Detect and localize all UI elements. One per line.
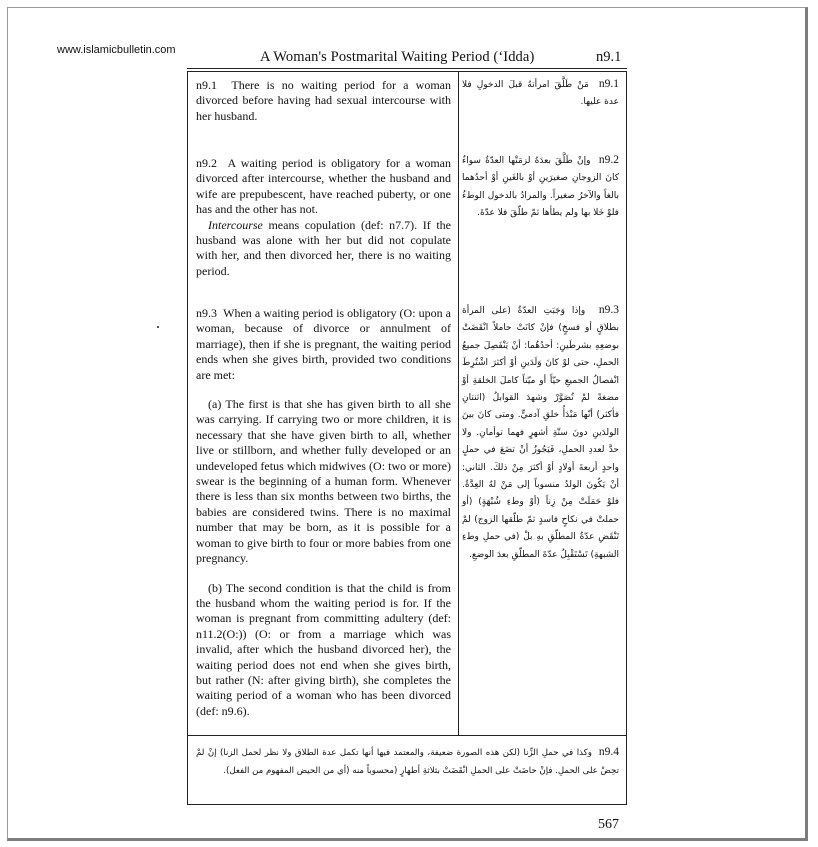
arabic-text: وإذا وَجَبَتِ العدّةُ (على المرأة بطلاقٍ أو فسخٍ) فإنْ كانَتْ حاملاً انْقَضَتْ بوضعِهِ بشرطَينِ: أحدُهُما: أنْ يَنْفَصِلَ جميعُ الحملِ، حتى لوْ كانَ وَلَدَينِ أوْ أكثرَ اشْتُرِطَ انْفصالُ الجميعِ حيّاً أو ميّتاً كاملَ الخلقةِ أوْ مضغةً لمْ تُصَوَّرْ وشهدَ القوابلُ (اثنتانِ فأكثر) أنّها مَبْدَأُ خلقِ آدميٍّ. ومتى كانَ بينَ الولدَينِ دونَ ستّةِ أشهرٍ فهما توأمانِ. ولا حدَّ لعددِ الحملِ، فَيَجُوزُ أنْ تضَعَ في حملٍ واحدٍ أربعةَ أولادٍ أوْ أكثرَ مِنْ ذلكَ. الثاني: أنْ يَكُونَ الولدُ منسوباً إلى مَنْ لهُ العِدَّةُ. فلوْ حَمَلَتْ مِنْ زِناً (أوْ وطءِ شُبْهَةٍ) (أو حملتْ في نكاحٍ فاسدٍ ثمّ طلّقها الزوج) لمْ تَنْقَضِ عدّةُ المطلّقِ بهِ بلْ (في حملِ وطءِ الشبهةِ) تَسْتَقْبِلُ عدّةَ المطلّقِ بعدَ الوضعِ. bbox=[462, 306, 619, 560]
column-divider bbox=[458, 71, 459, 735]
arabic-text: وإنْ طَلَّقَ بعدَهُ لزمَتْها العدّةُ سواءٌ كانَ الزوجانِ صغيرَينِ أوْ بالغَينِ أوْ أحدُهما بالغاً والآخرُ صغيراً. والمرادُ بالدخول الوطءُ فلوْ خَلا بها ولم يطأها ثمّ طلّقَ فلا عدّةَ. bbox=[462, 156, 619, 219]
condition-b: (b) The second condition is that the child is from the husband whom the waiting period is for. If the woman is pregnant from committing adultery (def: n11.2(O:)) (O: or from a marriage which was invalid, after which the husband divorced her), the waiting period does not end when she gives birth, but rather (N: after giving birth), she completes the waiting period of a woman who has been divorced (def: n9.6). bbox=[196, 580, 451, 718]
section-number: n9.3 bbox=[196, 306, 217, 320]
arabic-section-number: n9.4 bbox=[598, 746, 620, 758]
arabic-section-number: n9.3 bbox=[598, 304, 619, 316]
section-number: n9.2 bbox=[196, 156, 217, 170]
defined-term: Intercourse bbox=[208, 217, 263, 232]
site-url: www.islamicbulletin.com bbox=[57, 44, 176, 56]
running-head-title: A Woman's Postmarital Waiting Period (‘Idda) bbox=[260, 49, 535, 65]
section-n9-4-arabic bbox=[196, 743, 619, 780]
definition-text: means copulation (def: n7.7). If the husband was alone with her but did not copulate with her, and then divorced her, there is no waiting period. bbox=[196, 217, 451, 278]
section-number: n9.1 bbox=[196, 78, 217, 92]
section-text: There is no waiting period for a woman divorced before having had sexual intercourse with her husband. bbox=[196, 78, 452, 123]
condition-a: (a) The first is that she has given birth to all she was carrying. If carrying two or more children, it is necessary that she have given birth to all, whether live or stillborn, and whether fully developed or an undeveloped fetus which midwives (O: two or more) swear is the beginning of a human form. Whenever there is less than six months between two births, the babies are considered twins. There is no maximal number that may be born, as it is possible for a woman to give birth to four or more babies from one pregnancy. bbox=[196, 397, 451, 566]
running-head-ref: n9.1 bbox=[596, 49, 622, 65]
section-intro: When a waiting period is obligatory (O: upon a woman, because of divorce or annulment of marriage), then if she is pregnant, the waiting period ends when she gives birth, provided two conditions are met: bbox=[196, 306, 452, 382]
bottom-section-divider bbox=[187, 735, 627, 736]
arabic-text: مَنْ طَلَّقَ امرأتهُ قبلَ الدخولِ فلا عدة عليها. bbox=[462, 80, 619, 108]
page-number: 567 bbox=[598, 817, 619, 832]
arabic-section-number: n9.1 bbox=[598, 78, 619, 90]
section-n9-2-english bbox=[196, 156, 451, 279]
arabic-text: وكذا في حملِ الزِّنا (لكن هذه الصورة ضعيفة، والمعتمد فيها أنها تكمل عدة الطلاق ولا نظر لحمل الزنا) إنْ لمْ تحِضْ على الحملِ. فإنْ حاضَتْ على الحملِ انْقَضَتْ بثلاثةِ أطهارٍ (محسوباً منه (أي من الحيض المفهوم من الفعل). bbox=[196, 748, 619, 776]
arabic-section-number: n9.2 bbox=[598, 154, 619, 166]
top-rule bbox=[187, 68, 627, 69]
section-n9-2-arabic bbox=[462, 152, 619, 223]
section-n9-1-english bbox=[196, 78, 451, 124]
margin-speck bbox=[157, 326, 159, 328]
section-n9-1-arabic bbox=[462, 76, 619, 112]
section-n9-3-english bbox=[196, 306, 451, 719]
section-n9-3-arabic bbox=[462, 302, 619, 564]
section-text: A waiting period is obligatory for a woman divorced after intercourse, whether the husband and wife are prepubescent, have reached puberty, or one has and the other has not. bbox=[196, 156, 451, 217]
